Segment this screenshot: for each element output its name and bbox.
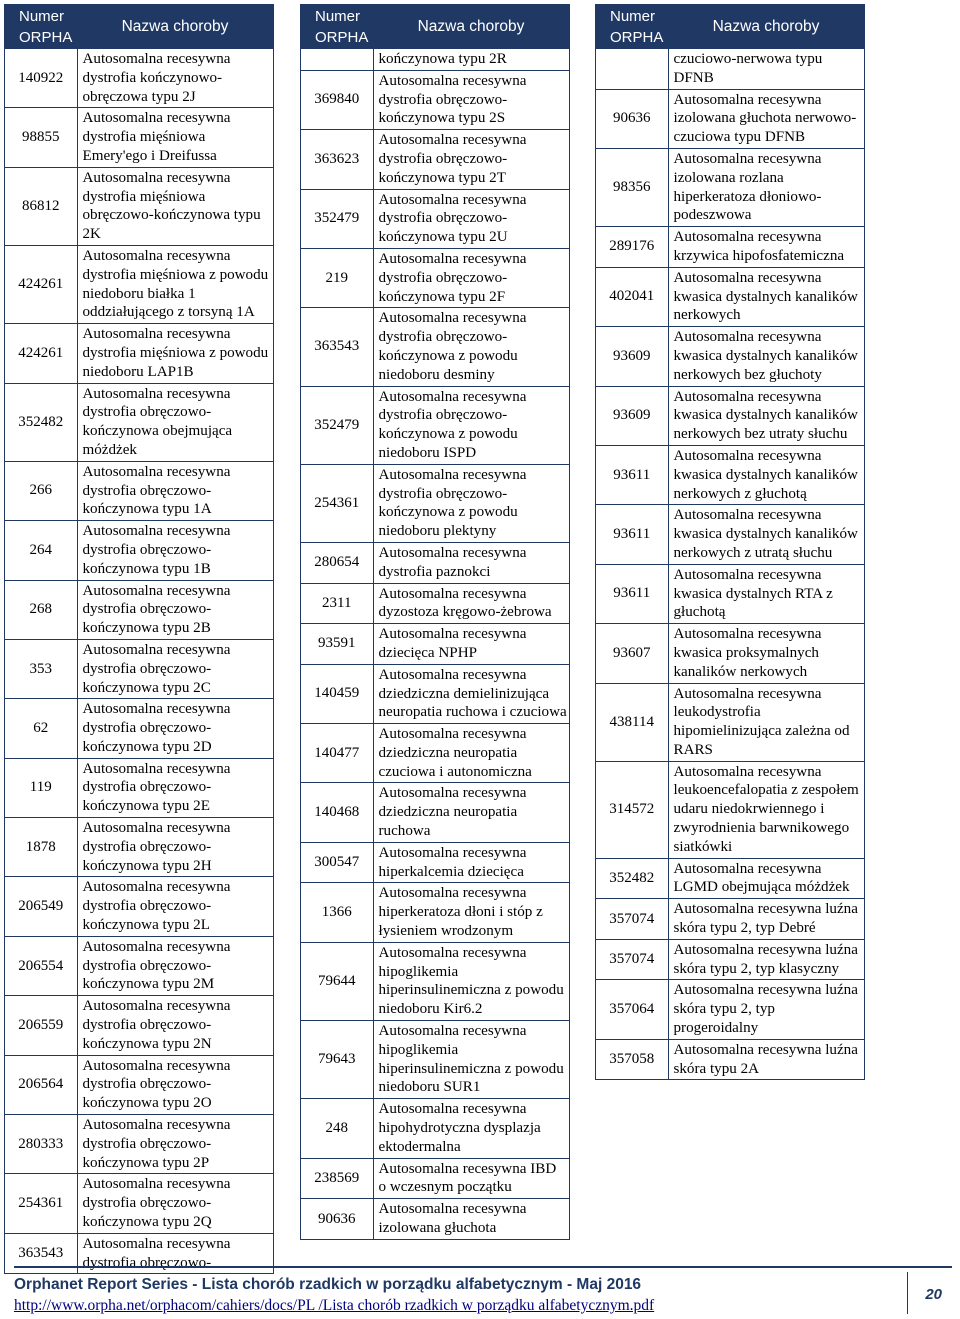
table-row (301, 1099, 569, 1158)
orpha-number-cell: 140468 (301, 783, 373, 842)
header-orpha-line2: ORPHA (315, 28, 369, 46)
orpha-number-cell: 357064 (596, 980, 668, 1039)
disease-name-cell: Autosomalna recesywna dystrofia obręczowo-kończynowa typu 2B (77, 580, 273, 639)
table-row (596, 327, 864, 386)
disease-name-cell: Autosomalna recesywna dystrofia mięśniowa Emery'ego i Dreifussa (77, 108, 273, 167)
table-row (301, 70, 569, 129)
table-row (5, 108, 273, 167)
table-row (596, 899, 864, 940)
disease-name-cell: Autosomalna recesywna LGMD obejmująca móżdżek (668, 858, 864, 899)
orpha-number-cell: 254361 (301, 464, 373, 542)
disease-name-cell: Autosomalna recesywna leukodystrofia hipomielinizująca zależna od RARS (668, 683, 864, 761)
table-row (301, 1199, 569, 1239)
disease-name-cell: Autosomalna recesywna IBD o wczesnym początku (373, 1158, 569, 1199)
disease-name-cell: Autosomalna recesywna hipoglikemia hiperinsulinemiczna z powodu niedoboru Kir6.2 (373, 942, 569, 1020)
orpha-number-cell: 357058 (596, 1039, 668, 1079)
orpha-number-cell: 352479 (301, 189, 373, 248)
orpha-number-cell: 90636 (301, 1199, 373, 1239)
header-orpha-line2: ORPHA (19, 28, 73, 46)
disease-name-cell: Autosomalna recesywna kwasica dystalnych kanalików nerkowych z utratą słuchu (668, 505, 864, 564)
disease-name-cell: Autosomalna recesywna dystrofia kończynowo-obręczowa typu 2J (77, 49, 273, 108)
orpha-number-cell: 268 (5, 580, 77, 639)
table-row (596, 858, 864, 899)
orpha-number-cell: 300547 (301, 842, 373, 883)
table-row (596, 445, 864, 504)
table-row (596, 761, 864, 858)
disease-name-cell: Autosomalna recesywna dystrofia obręczowo-kończynowa typu 2M (77, 936, 273, 995)
table-row (5, 167, 273, 245)
table-row (5, 461, 273, 520)
disease-name-cell: Autosomalna recesywna dystrofia obręczowo-kończynowa typu 2Q (77, 1174, 273, 1233)
disease-name-cell: Autosomalna recesywna dystrofia obręczowo-kończynowa typu 1A (77, 461, 273, 520)
orpha-number-cell: 363543 (5, 1233, 77, 1273)
orpha-number-cell: 1366 (301, 883, 373, 942)
disease-name-cell: Autosomalna recesywna dystrofia obręczowo-kończynowa typu 2S (373, 70, 569, 129)
disease-name-cell: Autosomalna recesywna dystrofia obręczowo-kończynowa typu 2P (77, 1115, 273, 1174)
disease-name-cell: Autosomalna recesywna izolowana głuchota (373, 1199, 569, 1239)
disease-name-cell: czuciowo-nerwowa typu DFNB (668, 49, 864, 90)
orpha-number-cell: 98855 (5, 108, 77, 167)
disease-name-cell: Autosomalna recesywna dystrofia obręczowo-kończynowa typu 2L (77, 877, 273, 936)
header-orpha-number (301, 5, 373, 49)
orpha-number-cell: 357074 (596, 939, 668, 980)
table-row (5, 49, 273, 108)
table-row (5, 324, 273, 383)
disease-name-cell: Autosomalna recesywna dziedziczna neuropatia ruchowa (373, 783, 569, 842)
table-row (596, 227, 864, 268)
table-row (596, 267, 864, 326)
orpha-number-cell: 86812 (5, 167, 77, 245)
disease-name-cell: Autosomalna recesywna dystrofia obręczowo-kończynowa z powodu niedoboru ISPD (373, 386, 569, 464)
orpha-number-cell: 93607 (596, 624, 668, 683)
orpha-number-cell: 140922 (5, 49, 77, 108)
disease-name-cell: Autosomalna recesywna dziedziczna neuropatia czuciowa i autonomiczna (373, 724, 569, 783)
orpha-number-cell: 438114 (596, 683, 668, 761)
disease-name-cell: Autosomalna recesywna leukoencefalopatia z zespołem udaru niedokrwiennego i zwyrodnienia barwnikowego siatkówki (668, 761, 864, 858)
orpha-number-cell: 363543 (301, 308, 373, 386)
orpha-number-cell: 424261 (5, 324, 77, 383)
disease-name-cell: Autosomalna recesywna dystrofia obręczowo-kończynowa typu 2H (77, 818, 273, 877)
orpha-number-cell: 140477 (301, 724, 373, 783)
disease-name-cell: Autosomalna recesywna hipohydrotyczna dysplazja ektodermalna (373, 1099, 569, 1158)
header-orpha-line2: ORPHA (610, 28, 664, 46)
header-orpha-line1: Numer (315, 7, 361, 25)
disease-name-cell: Autosomalna recesywna dystrofia paznokci (373, 542, 569, 583)
orpha-number-cell: 289176 (596, 227, 668, 268)
header-orpha-line1: Numer (610, 7, 656, 25)
header-disease-name: Nazwa choroby (668, 5, 864, 49)
table-row (301, 189, 569, 248)
table-row (301, 783, 569, 842)
table-row (5, 639, 273, 698)
disease-name-cell: Autosomalna recesywna kwasica dystalnych kanalików nerkowych z głuchotą (668, 445, 864, 504)
table-row (5, 758, 273, 817)
page-footer (14, 1266, 952, 1318)
table-row (596, 624, 864, 683)
disease-name-cell: Autosomalna recesywna kwasica dystalnych kanalików nerkowych bez utraty słuchu (668, 386, 864, 445)
table-row (301, 583, 569, 624)
disease-name-cell: Autosomalna recesywna hipoglikemia hiperinsulinemiczna z powodu niedoboru SUR1 (373, 1021, 569, 1099)
orpha-number-cell: 369840 (301, 70, 373, 129)
disease-name-cell: Autosomalna recesywna dystrofia obręczowo-kończynowa typu 2E (77, 758, 273, 817)
header-orpha-number (596, 5, 668, 49)
table-row (5, 996, 273, 1055)
table-row (301, 386, 569, 464)
table-row (301, 842, 569, 883)
table-row (596, 683, 864, 761)
table-row (596, 564, 864, 623)
source-link[interactable]: http://www.orpha.net/orphacom/cahiers/docs/PL /Lista chorób rzadkich w porządku alfabetycznym.pdf (14, 1297, 655, 1314)
table-row (596, 505, 864, 564)
orpha-number-cell: 206559 (5, 996, 77, 1055)
orpha-number-cell: 79644 (301, 942, 373, 1020)
orpha-number-cell: 93611 (596, 505, 668, 564)
table-row (5, 877, 273, 936)
orpha-number-cell: 62 (5, 699, 77, 758)
orpha-number-cell: 1878 (5, 818, 77, 877)
table-row (301, 942, 569, 1020)
orpha-number-cell: 424261 (5, 245, 77, 323)
page-number-box (907, 1272, 952, 1314)
orpha-number-cell: 254361 (5, 1174, 77, 1233)
table-row (596, 1039, 864, 1079)
orpha-number-cell: 119 (5, 758, 77, 817)
header-orpha-number (5, 5, 77, 49)
table-row (5, 1115, 273, 1174)
disease-name-cell: Autosomalna recesywna kwasica dystalnych kanalików nerkowych bez głuchoty (668, 327, 864, 386)
orpha-number-cell: 357074 (596, 899, 668, 940)
table-row (301, 542, 569, 583)
orpha-number-cell: 248 (301, 1099, 373, 1158)
orpha-number-cell: 352482 (596, 858, 668, 899)
table-row (5, 1055, 273, 1114)
orpha-number-cell: 266 (5, 461, 77, 520)
header-disease-name: Nazwa choroby (373, 5, 569, 49)
disease-name-cell: Autosomalna recesywna izolowana rozlana hiperkeratoza dłoniowo-podeszwowa (668, 148, 864, 226)
disease-name-cell: kończynowa typu 2R (373, 49, 569, 71)
orpha-number-cell: 79643 (301, 1021, 373, 1099)
disease-name-cell: Autosomalna recesywna luźna skóra typu 2A (668, 1039, 864, 1079)
disease-name-cell: Autosomalna recesywna dystrofia mięśniowa z powodu niedoboru LAP1B (77, 324, 273, 383)
disease-name-cell: Autosomalna recesywna dystrofia obręczowo-kończynowa typu 2N (77, 996, 273, 1055)
table-row (301, 248, 569, 307)
page-number: 20 (925, 1286, 942, 1303)
disease-name-cell: Autosomalna recesywna dziedziczna demielinizująca neuropatia ruchowa i czuciowa (373, 664, 569, 723)
table-row (596, 89, 864, 148)
orpha-number-cell: 314572 (596, 761, 668, 858)
orpha-number-cell: 93611 (596, 445, 668, 504)
table-row (5, 818, 273, 877)
orpha-number-cell: 219 (301, 248, 373, 307)
disease-name-cell: Autosomalna recesywna kwasica proksymalnych kanalików nerkowych (668, 624, 864, 683)
disease-name-cell: Autosomalna recesywna dystrofia obręczowo-kończynowa typu 2C (77, 639, 273, 698)
orpha-number-cell (596, 49, 668, 90)
disease-name-cell: Autosomalna recesywna dystrofia obręczowo-kończynowa typu 1B (77, 521, 273, 580)
table-row (596, 386, 864, 445)
table-row (301, 130, 569, 189)
orpha-number-cell: 93609 (596, 386, 668, 445)
disease-table-column-2 (300, 4, 570, 1240)
disease-name-cell: Autosomalna recesywna dystrofia obręczowo-kończynowa z powodu niedoboru plektyny (373, 464, 569, 542)
disease-table (301, 5, 569, 1239)
orpha-number-cell: 352479 (301, 386, 373, 464)
table-row (5, 521, 273, 580)
disease-table (5, 5, 273, 1273)
report-series-title: Orphanet Report Series - Lista chorób rzadkich w porządku alfabetycznym - Maj 2016 (14, 1276, 642, 1293)
disease-name-cell: Autosomalna recesywna dystrofia obręczowo-kończynowa typu 2O (77, 1055, 273, 1114)
disease-table (596, 5, 864, 1079)
table-row (5, 383, 273, 461)
orpha-number-cell: 353 (5, 639, 77, 698)
disease-name-cell: Autosomalna recesywna dystrofia obręczowo-kończynowa typu 2F (373, 248, 569, 307)
orpha-number-cell: 2311 (301, 583, 373, 624)
table-row (596, 148, 864, 226)
orpha-number-cell: 93591 (301, 624, 373, 665)
table-row (596, 980, 864, 1039)
disease-name-cell: Autosomalna recesywna dystrofia obręczowo-kończynowa typu 2U (373, 189, 569, 248)
table-row (301, 883, 569, 942)
orpha-number-cell: 280333 (5, 1115, 77, 1174)
table-row (301, 664, 569, 723)
orpha-number-cell (301, 49, 373, 71)
disease-name-cell: Autosomalna recesywna dystrofia obręczowo-kończynowa obejmująca móżdżek (77, 383, 273, 461)
table-row (5, 1174, 273, 1233)
disease-name-cell: Autosomalna recesywna dystrofia obręczowo-kończynowa typu 2T (373, 130, 569, 189)
disease-table-column-1 (4, 4, 274, 1274)
table-row (5, 699, 273, 758)
orpha-number-cell: 352482 (5, 383, 77, 461)
table-row (301, 1021, 569, 1099)
disease-name-cell: Autosomalna recesywna dystrofia obręczowo- (77, 1233, 273, 1273)
disease-name-cell: Autosomalna recesywna izolowana głuchota nerwowo-czuciowa typu DFNB (668, 89, 864, 148)
table-row (301, 464, 569, 542)
table-row (596, 49, 864, 90)
table-row (596, 939, 864, 980)
table-row (301, 624, 569, 665)
table-row (301, 308, 569, 386)
table-row (301, 724, 569, 783)
orpha-number-cell: 238569 (301, 1158, 373, 1199)
orpha-number-cell: 98356 (596, 148, 668, 226)
disease-name-cell: Autosomalna recesywna dyzostoza kręgowo-żebrowa (373, 583, 569, 624)
disease-name-cell: Autosomalna recesywna kwasica dystalnych RTA z głuchotą (668, 564, 864, 623)
disease-name-cell: Autosomalna recesywna luźna skóra typu 2, typ Debré (668, 899, 864, 940)
table-row (5, 245, 273, 323)
orpha-number-cell: 363623 (301, 130, 373, 189)
disease-name-cell: Autosomalna recesywna krzywica hipofosfatemiczna (668, 227, 864, 268)
orpha-number-cell: 206554 (5, 936, 77, 995)
disease-name-cell: Autosomalna recesywna luźna skóra typu 2, typ progeroidalny (668, 980, 864, 1039)
disease-name-cell: Autosomalna recesywna dziecięca NPHP (373, 624, 569, 665)
disease-name-cell: Autosomalna recesywna dystrofia mięśniowa obręczowo-kończynowa typu 2K (77, 167, 273, 245)
disease-table-column-3 (595, 4, 865, 1080)
orpha-number-cell: 206564 (5, 1055, 77, 1114)
orpha-number-cell: 402041 (596, 267, 668, 326)
orpha-number-cell: 93609 (596, 327, 668, 386)
orpha-number-cell: 90636 (596, 89, 668, 148)
header-orpha-line1: Numer (19, 7, 65, 25)
disease-name-cell: Autosomalna recesywna dystrofia obręczowo-kończynowa z powodu niedoboru desminy (373, 308, 569, 386)
table-row (5, 580, 273, 639)
table-row (301, 49, 569, 71)
table-row (5, 936, 273, 995)
orpha-number-cell: 93611 (596, 564, 668, 623)
disease-name-cell: Autosomalna recesywna dystrofia obręczowo-kończynowa typu 2D (77, 699, 273, 758)
disease-name-cell: Autosomalna recesywna dystrofia mięśniowa z powodu niedoboru białka 1 oddziałującego z torsyną 1A (77, 245, 273, 323)
orpha-number-cell: 280654 (301, 542, 373, 583)
orpha-number-cell: 206549 (5, 877, 77, 936)
disease-name-cell: Autosomalna recesywna kwasica dystalnych kanalików nerkowych (668, 267, 864, 326)
table-row (301, 1158, 569, 1199)
disease-name-cell: Autosomalna recesywna hiperkeratoza dłoni i stóp z łysieniem wrodzonym (373, 883, 569, 942)
orpha-number-cell: 140459 (301, 664, 373, 723)
orpha-number-cell: 264 (5, 521, 77, 580)
disease-name-cell: Autosomalna recesywna luźna skóra typu 2, typ klasyczny (668, 939, 864, 980)
disease-name-cell: Autosomalna recesywna hiperkalcemia dziecięca (373, 842, 569, 883)
header-disease-name: Nazwa choroby (77, 5, 273, 49)
